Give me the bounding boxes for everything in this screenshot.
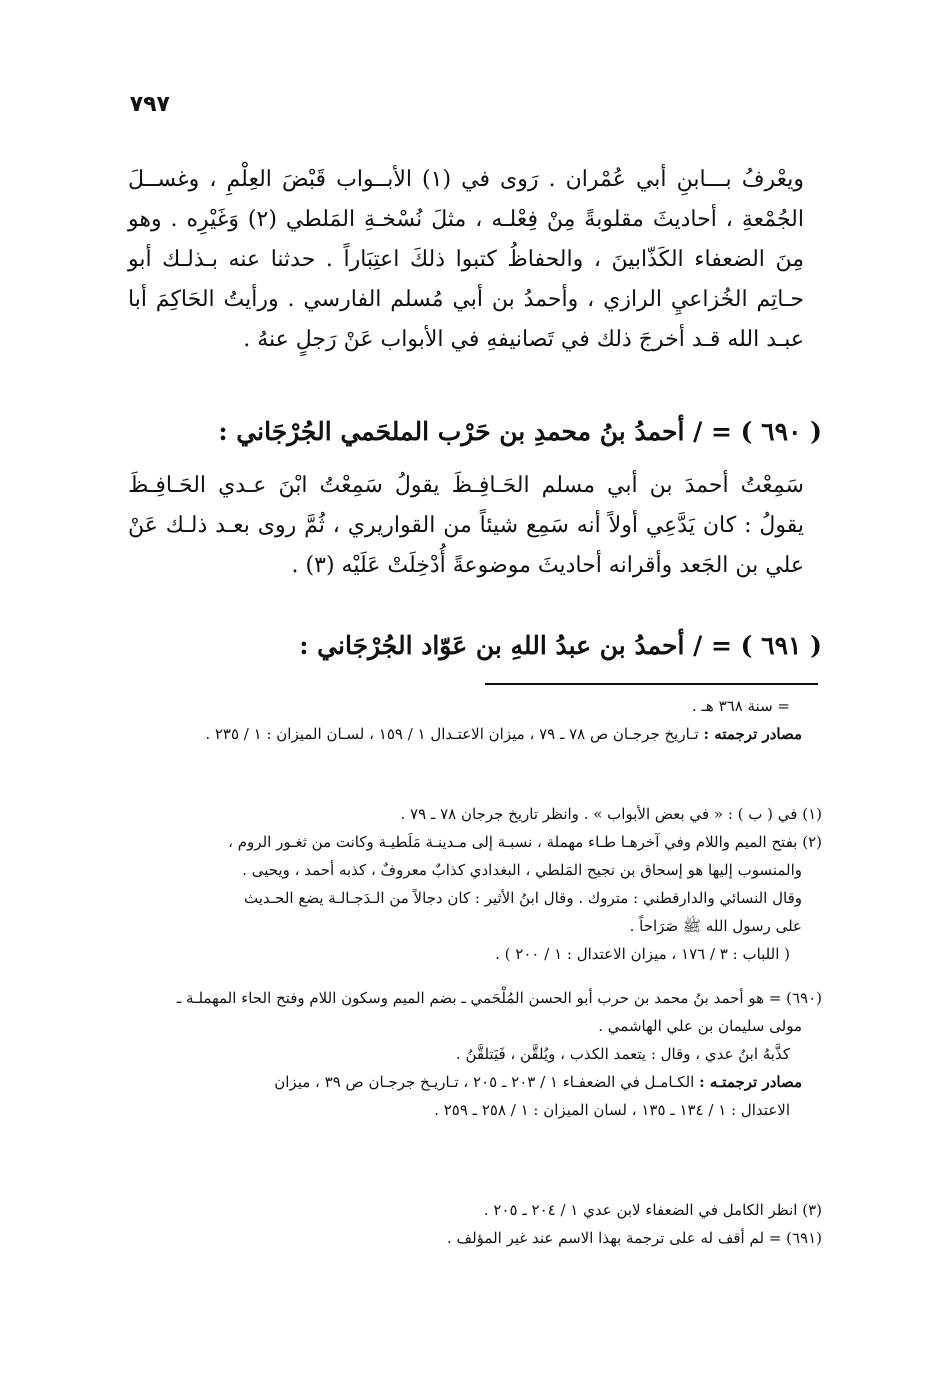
footnote-2-line-3: وقال النسائي والدارقطني : متروك . وقال ابنُ الأثير : كان دجالاً من الـدَجـالـة يضع الحـديث — [244, 889, 802, 907]
footnote-690-line-2: مولى سليمان بن علي الهاشمي . — [598, 1017, 802, 1035]
footnote-3: (٣) انظر الكامل في الضعفاء لابن عدي ١ / ٢٠٤ ـ ٢٠٥ . — [483, 1201, 822, 1219]
footnote-2-line-1: (٢) بفتح الميم واللام وفي آخرهـا طـاء مهملة ، نسبـة إلى مـدينـة مَلَطيـة وكانت من ثغـور الروم ، — [228, 833, 822, 851]
page-number: ٧٩٧ — [129, 92, 170, 117]
entry-689-paragraph: ويعْرفُ بـــابنِ أبي عُمْران . رَوى في (١) الأبــواب قَبْضَ العِلْمِ ، وغســلَ الجُمْعةِ ، أحاديثَ مقلوبةً مِنْ فِعْلـه ، مثلَ نُسْخـةِ المَلطي (٢) وَغَيْرِه . وهو مِنَ الضعفاء الكَذّابينَ ، والحفاظُ كتبوا ذلكَ اعتِبَاراً . حدثنا عنه بـذلـك أبو حـاتِم الخُزاعيِ الرازي ، وأحمدُ بن أبي مُسلم الفارسي . ورأيتُ الحَاكِمَ أبا عبـد الله قـد أخرجَ ذلك في تَصانيفهِ في الأبواب عَنْ رَجلٍ عنهُ . — [128, 167, 805, 352]
footnote-2-line-5: ( اللباب : ٣ / ١٧٦ ، ميزان الاعتدال : ١ / ٢٠٠ ) . — [495, 945, 790, 963]
footnote-2-line-4: على رسول الله ﷺ صَرَاحاً . — [629, 917, 802, 935]
sources-label: مصادر ترجمتـه : — [699, 1073, 802, 1091]
entry-690-heading: ( ٦٩٠ ) = / أحمدُ بنُ محمدِ بن حَرْب الملحَمي الجُرْجَاني : — [218, 417, 822, 446]
footnote-691: (٦٩١) = لم أقف له على ترجمة بهذا الاسم عند غير المؤلف . — [447, 1229, 822, 1247]
footnote-continuation-line: = سنة ٣٦٨ هـ . — [691, 697, 790, 715]
footnote-690-sources-line-2: الاعتدال : ١ / ١٣٤ ـ ١٣٥ ، لسان الميزان : ١ / ٢٥٨ ـ ٢٥٩ . — [434, 1101, 790, 1119]
entry-690-paragraph: سَمِعْتُ أحمدَ بن أبي مسلم الحَـافِـظَ يقولُ سَمِعْتُ ابْنَ عـدي الحَـافِـظَ يقولُ : كان يَدَّعِي أولاً أنه سَمِع شيئاً من القواريري ، ثُمَّ روى بعـد ذلـك عَنْ علي بن الجَعد وأقرانه أحاديثَ موضوعةً أُدْخِلَتْ عَلَيْه (٣) . — [128, 473, 804, 578]
sources-footnote — [132, 720, 822, 748]
entry-691-heading: ( ٦٩١ ) = / أحمدُ بن عبدُ اللهِ بن عَوّاد الجُرْجَاني : — [299, 631, 822, 660]
footnote-690-sources-line-1 — [132, 1068, 822, 1096]
footnote-690-line-1: (٦٩٠) = هو أحمد بنُ محمد بن حرب أبو الحسن المُلْحَمي ـ بضم الميم وسكون اللام وفتح الحاء المهملـة ـ — [176, 989, 822, 1007]
footnote-1: (١) في ( ب ) : « في بعض الأبواب » . وانظر تاريخ جرجان ٧٨ ـ ٧٩ . — [400, 805, 822, 823]
footnotes-final — [132, 1196, 822, 1252]
footnote-2-line-2: والمنسوب إليها هو إسحاق بن نجيح المَلطي ، البغدادي كذابٌ معروفٌ ، كذبه أحمد ، ويحيى . — [242, 861, 802, 879]
sources-text: الكـامـل في الضعفـاء ١ / ٢٠٣ ـ ٢٠٥ ، تـاريـخ جرجـان ص ٣٩ ، ميزان — [274, 1073, 695, 1091]
footnotes-continued — [132, 692, 822, 748]
footnote-690 — [132, 984, 822, 1124]
footnotes-main-text — [132, 800, 822, 968]
footnote-690-line-3: كذَّبهُ ابنُ عدي ، وقال : يتعمد الكذب ، ويُلقَّن ، فَيَتلقَّنُ . — [455, 1045, 790, 1063]
sources-text: تـاريخ جرجـان ص ٧٨ ـ ٧٩ ، ميزان الاعتـدال ١ / ١٥٩ ، لسـان الميزان : ١ / ٢٣٥ . — [205, 725, 699, 743]
footnote-separator — [485, 683, 818, 685]
sources-label: مصادر ترجمته : — [703, 725, 802, 743]
